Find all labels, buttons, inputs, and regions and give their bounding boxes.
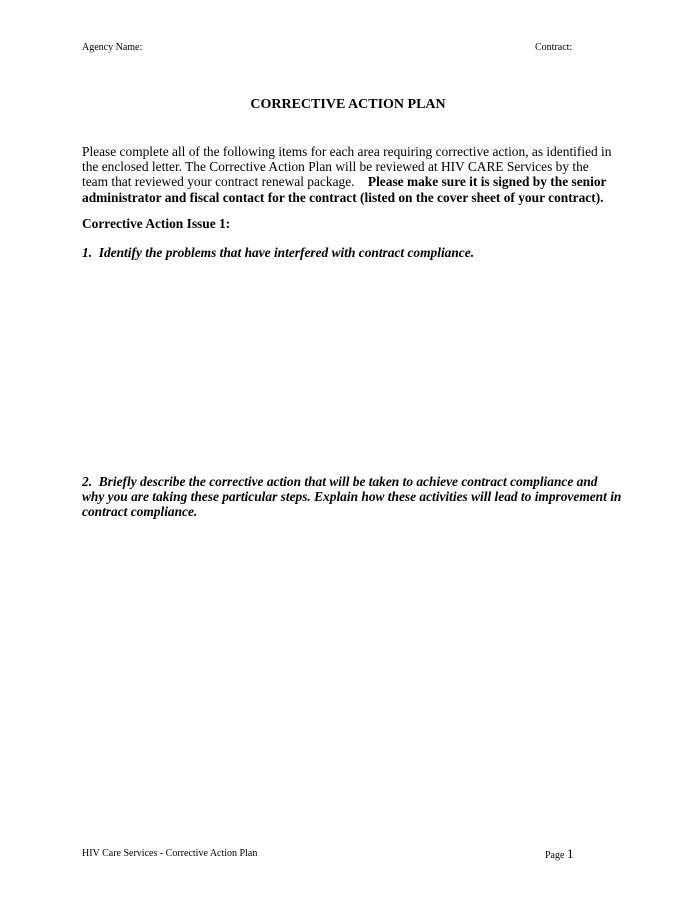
intro-text: Please complete all of the following items for each area requiring corrective action, as identified in the enclosed letter. The Corrective Action Plan will be reviewed at HIV CARE Services by the team that reviewed your contract renewal package. — [82, 144, 612, 190]
question-2 — [82, 474, 622, 519]
intro-signature-instruction: Please make sure it is signed by the senior administrator and fiscal contact for the contract (listed on the cover sheet of your contract). — [82, 174, 607, 205]
answer-area-2[interactable] — [82, 522, 612, 822]
agency-name-label: Agency Name: — [82, 42, 143, 53]
page-number: 1 — [566, 846, 574, 861]
question-1 — [82, 245, 622, 260]
page-title: CORRECTIVE ACTION PLAN — [250, 97, 446, 112]
question-number: 2. — [82, 474, 93, 489]
question-number: 1. — [82, 245, 93, 260]
question-text: Briefly describe the corrective action that will be taken to achieve contract compliance and why you are taking these particular steps. Explain how these activities will lead to improvement in contract compliance. — [82, 474, 622, 519]
contract-label: Contract: — [535, 42, 573, 53]
question-text: Identify the problems that have interfered with contract compliance. — [98, 245, 475, 260]
issue-heading: Corrective Action Issue 1: — [82, 216, 231, 231]
answer-area-1[interactable] — [82, 265, 612, 465]
page-label: Page — [545, 850, 565, 861]
intro-paragraph — [82, 144, 612, 205]
footer-page-number — [545, 846, 573, 862]
footer-document-name: HIV Care Services - Corrective Action Plan — [82, 848, 258, 859]
